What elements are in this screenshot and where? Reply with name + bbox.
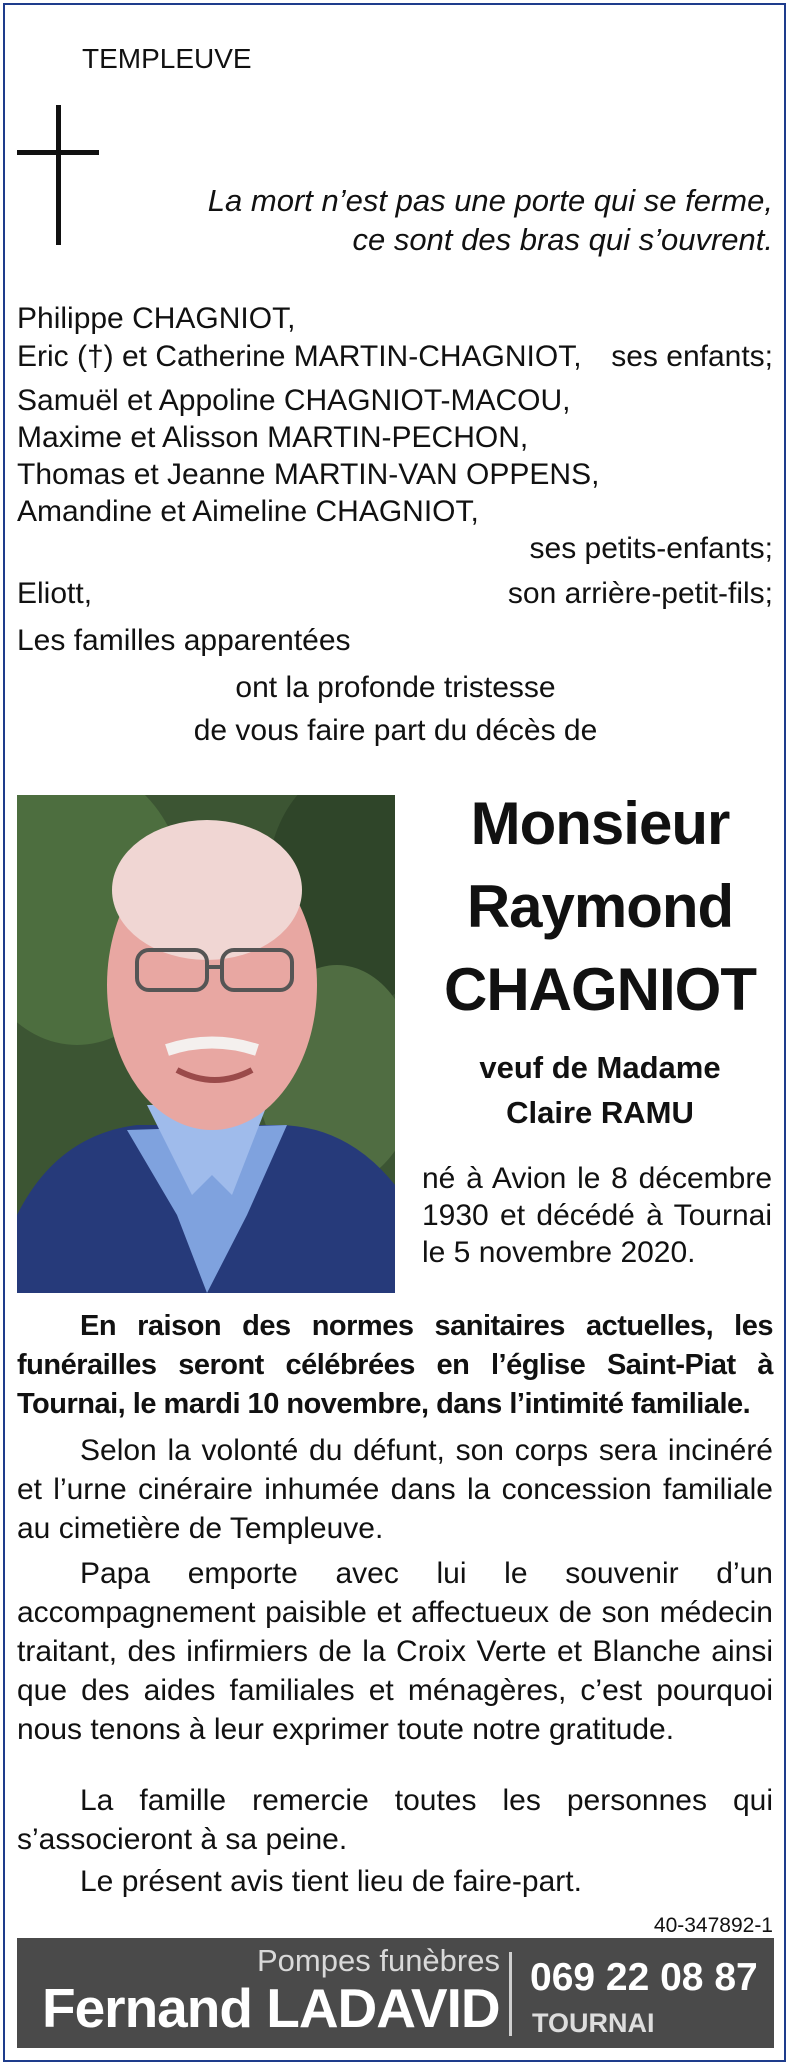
grandchildren-line-1: Samuël et Appoline CHAGNIOT-MACOU, (17, 384, 571, 417)
deceased-last-name: CHAGNIOT (444, 956, 756, 1023)
grandchildren-line-2: Maxime et Alisson MARTIN-PECHON, (17, 421, 529, 454)
relatives-line: Les familles apparentées (17, 624, 351, 657)
portrait-photo (17, 795, 395, 1293)
children-line-2: Eric (†) et Catherine MARTIN-CHAGNIOT, (17, 340, 582, 373)
reference-number: 40-347892-1 (653, 1914, 773, 1937)
announce-line-2: de vous faire part du décès de (193, 714, 598, 747)
deceased-first-name: Raymond (466, 873, 734, 940)
family-thanks: La famille remercie toutes les personnes qui s’associeront à sa peine. (17, 1784, 773, 1856)
birth-death-text: né à Avion le 8 décembre 1930 et décédé à Tournai le 5 novembre 2020. (422, 1162, 772, 1269)
gratitude-paragraph: Papa emporte avec lui le souvenir d’un accompagnement paisible et affectueux de son médecin traitant, des infirmiers de la Croix Verte et Blanche ainsi que des aides familiales et ménagères, c’est pourquoi nous tenons à leur exprimer toute notre gratitude. (17, 1557, 773, 1746)
deceased-title: Monsieur (470, 790, 730, 857)
widow-line-1: veuf de Madame (479, 1050, 721, 1085)
funeral-info: En raison des normes sanitaires actuelles, les funérailles seront célébrées en l’église Saint-Piat à Tournai, le mardi 10 novembre, dans l’intimité familiale. (17, 1310, 773, 1420)
funeral-service-label: Pompes funèbres (257, 1943, 500, 1978)
grandchildren-line-4: Amandine et Aimeline CHAGNIOT, (17, 495, 479, 528)
grandchildren-line-3: Thomas et Jeanne MARTIN-VAN OPPENS, (17, 458, 600, 491)
funeral-home-name: Fernand LADAVID (42, 1977, 500, 2039)
funeral-home-city: TOURNAI (532, 2008, 655, 2038)
great-grandchild-name: Eliott, (17, 577, 93, 610)
announce-line-1: ont la profonde tristesse (235, 671, 556, 704)
town-heading: TEMPLEUVE (82, 43, 252, 74)
quote-line-1: La mort n’est pas une porte qui se ferme, (207, 183, 773, 218)
funeral-home-banner (17, 1938, 774, 2048)
quote-line-2: ce sont des bras qui s’ouvrent. (352, 222, 773, 257)
banner-divider (509, 1952, 512, 2036)
children-role: ses enfants; (611, 340, 773, 373)
grandchildren-role: ses petits-enfants; (529, 532, 773, 565)
widow-line-2: Claire RAMU (506, 1095, 694, 1130)
great-grandchild-role: son arrière-petit-fils; (507, 577, 773, 610)
notice-line: Le présent avis tient lieu de faire-part. (80, 1865, 582, 1898)
phone-number: 069 22 08 87 (530, 1956, 758, 1999)
children-line-1: Philippe CHAGNIOT, (17, 302, 296, 335)
cremation-wish: Selon la volonté du défunt, son corps sera incinéré et l’urne cinéraire inhumée dans la concession familiale au cimetière de Templeuve. (17, 1434, 773, 1545)
